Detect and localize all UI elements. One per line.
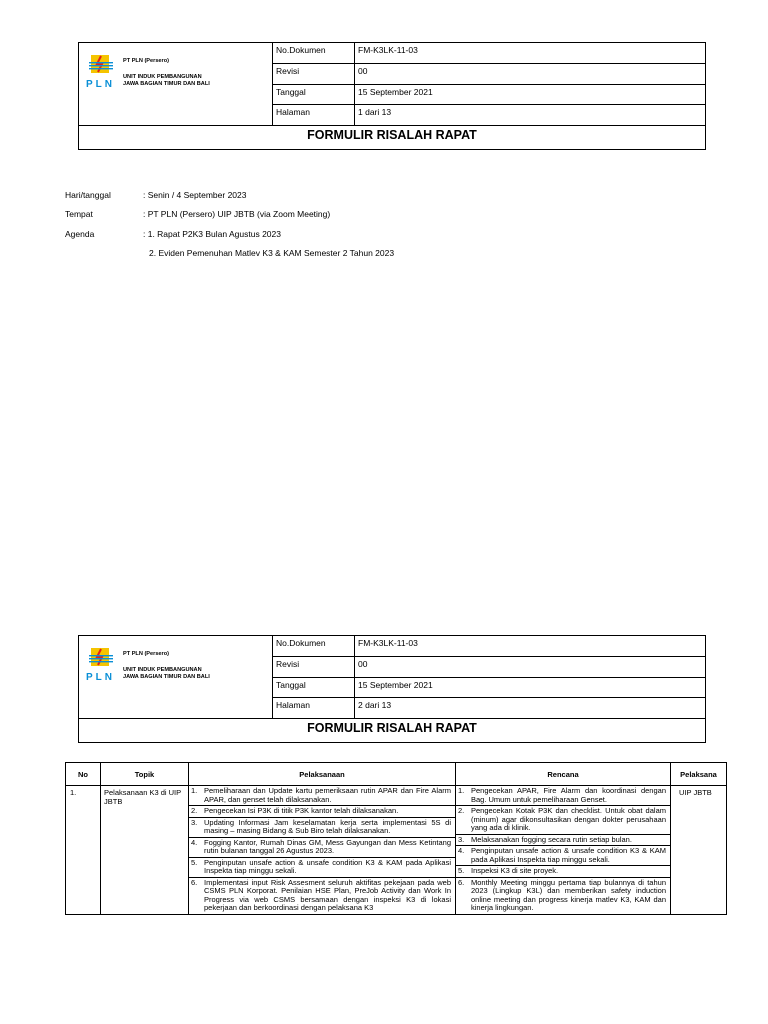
unit-line-1: UNIT INDUK PEMBANGUNAN bbox=[123, 74, 202, 80]
list-item bbox=[456, 786, 670, 806]
item-number: 1. bbox=[191, 786, 198, 795]
tempat-value: : PT PLN (Persero) UIP JBTB (via Zoom Meeting) bbox=[143, 209, 331, 219]
company-name: PT PLN (Persero) bbox=[123, 651, 170, 657]
pln-wordmark: PLN bbox=[86, 79, 115, 90]
item-number: 6. bbox=[458, 877, 465, 887]
item-text: Monthly Meeting minggu pertama tiap bulannya di tahun 2023 (Lingkup K3L) dan memberikan safety induction online meeting dan progress kinerja matlev K3, KAM dan kinerja lingkungan. bbox=[471, 877, 666, 912]
hari-value: : Senin / 4 September 2023 bbox=[143, 190, 247, 200]
item-number: 3. bbox=[191, 817, 198, 827]
list-item bbox=[456, 866, 670, 878]
form-title: FORMULIR RISALAH RAPAT bbox=[307, 721, 477, 735]
unit-name bbox=[123, 667, 263, 681]
meta-value: FM-K3LK-11-03 bbox=[358, 638, 418, 648]
col-header-topik: Topik bbox=[101, 763, 189, 786]
unit-line-2: JAWA BAGIAN TIMUR DAN BALI bbox=[123, 674, 210, 680]
document-header bbox=[78, 42, 706, 150]
meta-label: Tanggal bbox=[273, 678, 355, 698]
tempat-label: Tempat bbox=[65, 209, 93, 219]
list-item bbox=[456, 846, 670, 866]
meta-value: 15 September 2021 bbox=[358, 679, 433, 690]
meta-label: Revisi bbox=[273, 64, 355, 84]
item-number: 2. bbox=[458, 806, 465, 815]
meta-row-revisi bbox=[273, 64, 705, 85]
document-meta bbox=[273, 636, 705, 718]
unit-line-2: JAWA BAGIAN TIMUR DAN BALI bbox=[123, 81, 210, 87]
meta-label: Halaman bbox=[273, 105, 355, 125]
list-item bbox=[189, 818, 455, 838]
row-topik: Pelaksanaan K3 di UIP JBTB bbox=[101, 786, 189, 915]
form-title: FORMULIR RISALAH RAPAT bbox=[307, 128, 477, 142]
meta-row-halaman bbox=[273, 698, 705, 718]
item-text: Fogging Kantor, Rumah Dinas GM, Mess Gayungan dan Mess Ketintang rutin bulanan tanggal 26 Agustus 2023. bbox=[204, 837, 451, 855]
meta-row-dokumen bbox=[273, 636, 705, 657]
item-text: Penginputan unsafe action & unsafe condition K3 & KAM pada Aplikasi Inspekta tiap minggu sekali. bbox=[471, 846, 666, 864]
list-item bbox=[189, 838, 455, 858]
meta-row-revisi bbox=[273, 657, 705, 678]
list-item bbox=[189, 878, 455, 914]
pln-logo-icon bbox=[87, 646, 115, 670]
agenda-item-2: 2. Eviden Pemenuhan Matlev K3 & KAM Semester 2 Tahun 2023 bbox=[149, 248, 395, 258]
meta-label: Tanggal bbox=[273, 85, 355, 105]
table-header-row bbox=[66, 763, 727, 786]
meta-row-tanggal bbox=[273, 85, 705, 106]
list-item bbox=[189, 858, 455, 878]
item-number: 1. bbox=[458, 786, 465, 795]
pelaksanaan-list bbox=[189, 786, 456, 915]
item-text: Pengecekan Isi P3K di titik P3K kantor telah dilaksanakan. bbox=[204, 806, 399, 815]
list-item bbox=[189, 806, 455, 818]
company-logo-block bbox=[79, 43, 273, 125]
row-pelaksana: UIP JBTB bbox=[671, 786, 727, 915]
company-name: PT PLN (Persero) bbox=[123, 58, 170, 64]
minutes-table bbox=[65, 762, 727, 915]
meta-value: FM-K3LK-11-03 bbox=[358, 45, 418, 55]
unit-line-1: UNIT INDUK PEMBANGUNAN bbox=[123, 667, 202, 673]
item-text: Pengecekan Kotak P3K dan checklist. Untuk obat dalam (minum) agar dikonsultasikan dengan dokter perusahaan yang ada di klinik. bbox=[471, 806, 666, 832]
col-header-rencana: Rencana bbox=[456, 763, 671, 786]
item-number: 5. bbox=[191, 857, 198, 867]
item-number: 2. bbox=[191, 806, 198, 815]
document-meta bbox=[273, 43, 705, 125]
item-text: Melaksanakan fogging secara rutin setiap bulan. bbox=[471, 834, 632, 844]
item-number: 3. bbox=[458, 834, 465, 844]
col-header-pelaksanaan: Pelaksanaan bbox=[189, 763, 456, 786]
document-header-page-2 bbox=[78, 635, 706, 743]
agenda-item-1: : 1. Rapat P2K3 Bulan Agustus 2023 bbox=[143, 229, 281, 239]
meta-value: 00 bbox=[358, 65, 368, 76]
meta-value: 2 dari 13 bbox=[358, 700, 392, 711]
table-row bbox=[66, 786, 727, 915]
row-number: 1. bbox=[66, 786, 101, 915]
pln-logo-icon bbox=[87, 53, 115, 77]
rencana-list bbox=[456, 786, 671, 915]
list-item bbox=[456, 835, 670, 847]
col-header-pelaksana: Pelaksana bbox=[671, 763, 727, 786]
meta-label: No.Dokumen bbox=[273, 43, 355, 63]
hari-label: Hari/tanggal bbox=[65, 190, 111, 200]
meta-value: 1 dari 13 bbox=[358, 107, 392, 118]
list-item bbox=[456, 878, 670, 914]
meta-value: 15 September 2021 bbox=[358, 86, 433, 97]
item-text: Pengecekan APAR, Fire Alarm dan koordinasi dengan Bag. Umum untuk pemeliharaan Genset. bbox=[471, 786, 666, 804]
item-text: Inspeksi K3 di site proyek. bbox=[471, 866, 559, 875]
meta-label: No.Dokumen bbox=[273, 636, 355, 656]
item-number: 4. bbox=[458, 846, 465, 855]
item-text: Implementasi input Risk Assesment seluruh aktifitas pekejaan pada web CSMS PLN Korporat. Penilaian HSE Plan, PreJob Activity dan Work In Progress via web CSMS bersamaan dengan inspeksi K3 di lokasi pekerjaan dan berkoordinasi dengan pelaksana K3 bbox=[204, 877, 451, 912]
item-number: 6. bbox=[191, 877, 198, 887]
item-text: Updating Informasi Jam keselamatan kerja serta implementasi 5S di masing – masing Bidang & Sub Biro telah dilaksanakan. bbox=[204, 817, 451, 835]
unit-name bbox=[123, 74, 263, 88]
agenda-label: Agenda bbox=[65, 229, 95, 239]
item-text: Pemeliharaan dan Update kartu pemeriksaan rutin APAR dan Fire Alarm APAR, dan genset telah dilaksanakan. bbox=[204, 786, 451, 804]
col-header-no: No bbox=[66, 763, 101, 786]
meta-row-tanggal bbox=[273, 678, 705, 699]
list-item bbox=[189, 786, 455, 806]
item-number: 4. bbox=[191, 837, 198, 847]
meta-row-dokumen bbox=[273, 43, 705, 64]
company-logo-block bbox=[79, 636, 273, 718]
meta-label: Halaman bbox=[273, 698, 355, 718]
meta-value: 00 bbox=[358, 658, 368, 669]
meta-row-halaman bbox=[273, 105, 705, 125]
item-text: Penginputan unsafe action & unsafe condition K3 & KAM pada Aplikasi Inspekta tiap minggu sekali. bbox=[204, 857, 451, 875]
meta-label: Revisi bbox=[273, 657, 355, 677]
item-number: 5. bbox=[458, 866, 465, 875]
pln-wordmark: PLN bbox=[86, 672, 115, 683]
list-item bbox=[456, 806, 670, 835]
